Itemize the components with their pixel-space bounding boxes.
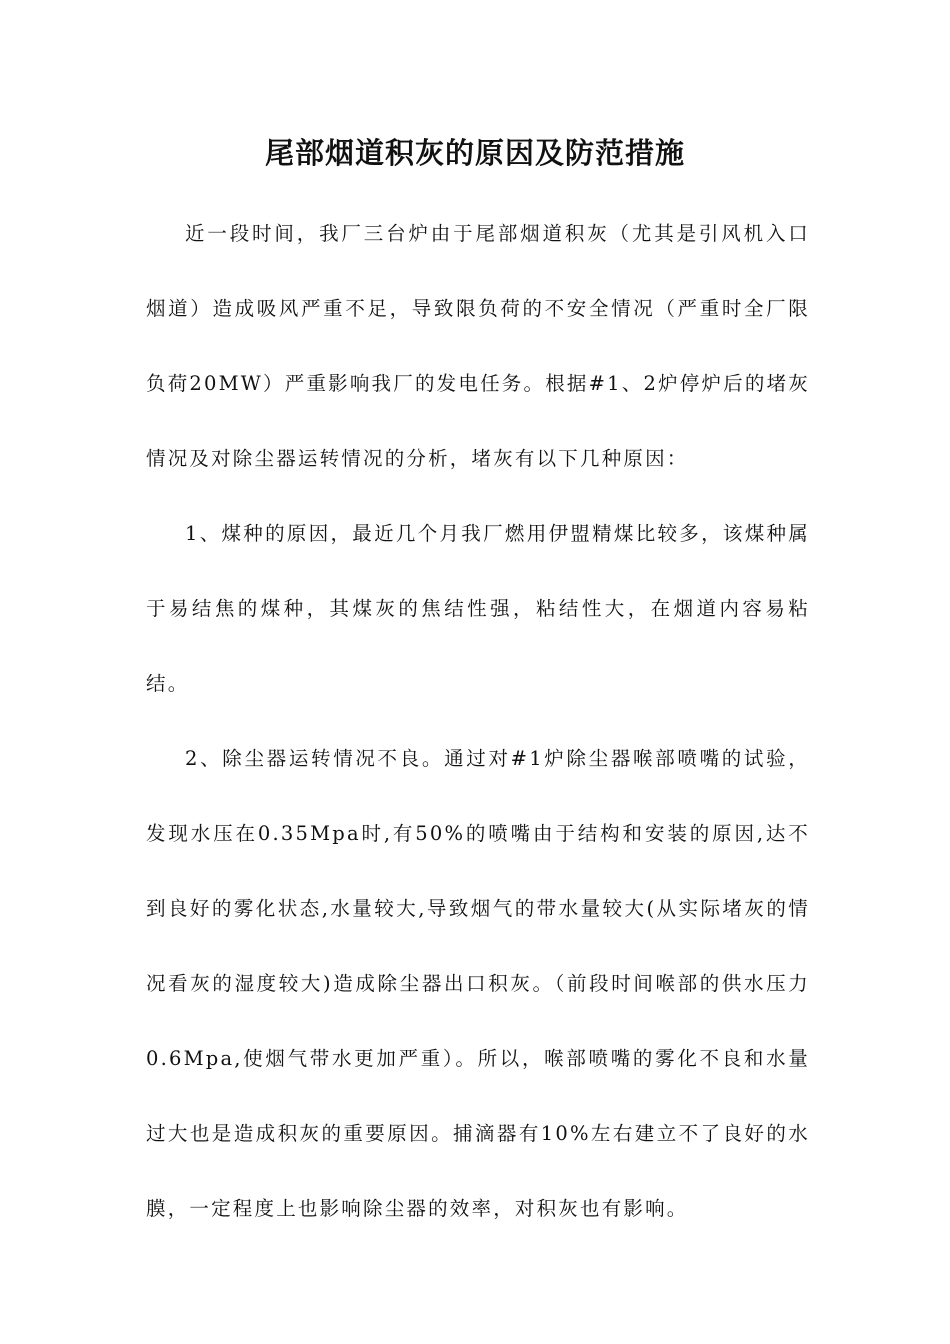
document-body bbox=[146, 196, 810, 1246]
paragraph-intro: 近一段时间，我厂三台炉由于尾部烟道积灰（尤其是引风机入口烟道）造成吸风严重不足，导致限负荷的不安全情况（严重时全厂限负荷20MW）严重影响我厂的发电任务。根据#1、2炉停炉后的堵灰情况及对除尘器运转情况的分析，堵灰有以下几种原因： bbox=[146, 222, 810, 470]
paragraph-coal-type: 1、煤种的原因，最近几个月我厂燃用伊盟精煤比较多，该煤种属于易结焦的煤种，其煤灰的焦结性强，粘结性大，在烟道内容易粘结。 bbox=[146, 522, 810, 695]
document-title: 尾部烟道积灰的原因及防范措施 bbox=[264, 136, 685, 170]
paragraph-dust-collector: 2、除尘器运转情况不良。通过对#1炉除尘器喉部喷嘴的试验，发现水压在0.35Mpa时,有50%的喷嘴由于结构和安装的原因,达不到良好的雾化状态,水量较大,导致烟气的带水量较大(从实际堵灰的情况看灰的湿度较大)造成除尘器出口积灰。（前段时间喉部的供水压力0.6Mpa,使烟气带水更加严重）。所以，喉部喷嘴的雾化不良和水量过大也是造成积灰的重要原因。捕滴器有10%左右建立不了良好的水膜，一定程度上也影响除尘器的效率，对积灰也有影响。 bbox=[146, 747, 810, 1220]
